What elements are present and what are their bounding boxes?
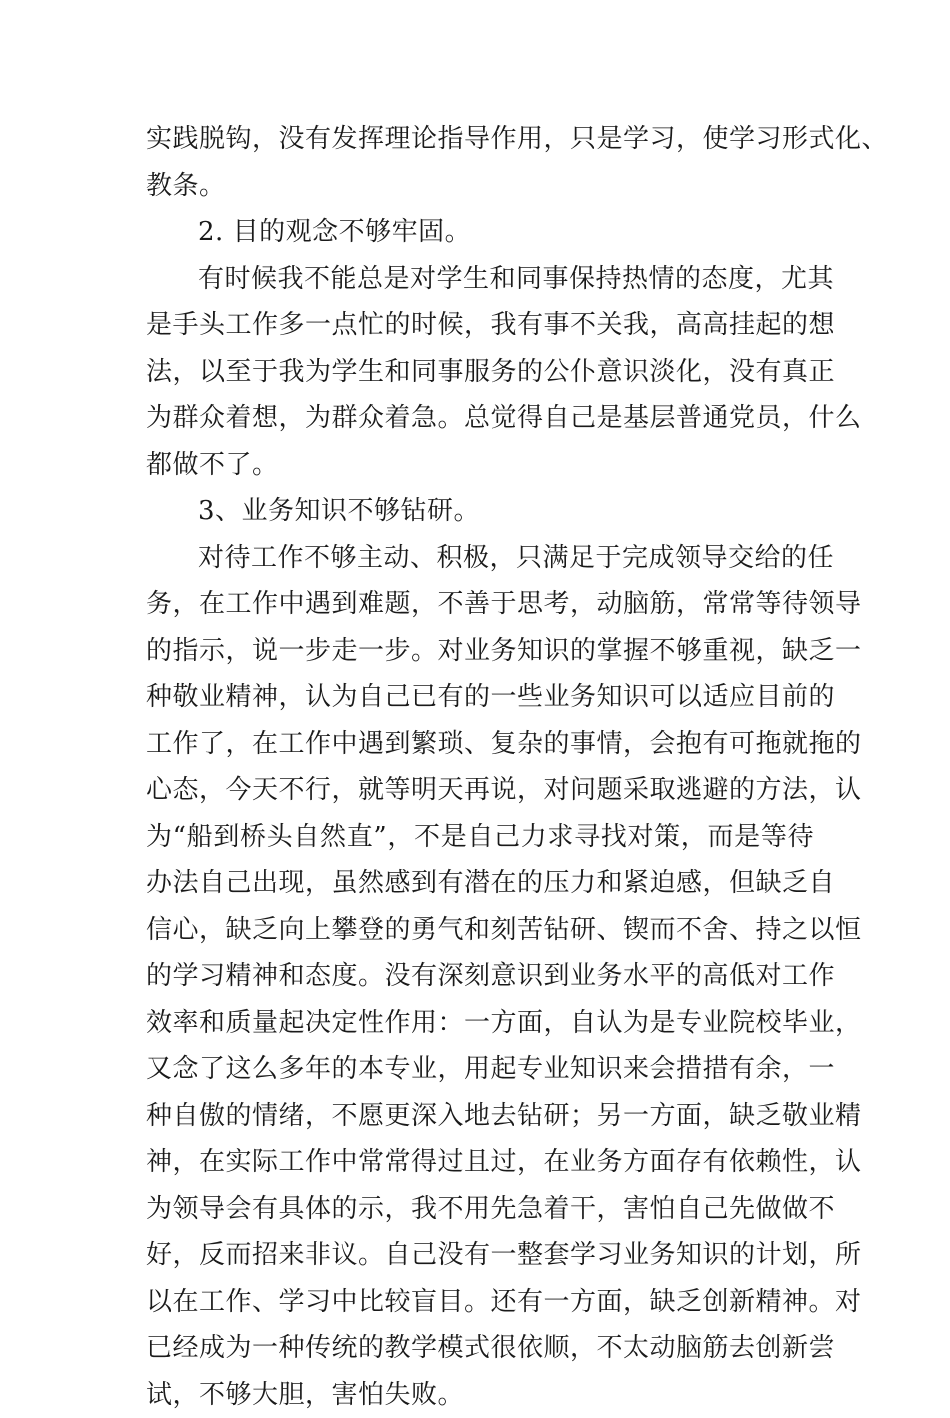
body-line: 办法自己出现，虽然感到有潜在的压力和紧迫感，但缺乏自	[146, 860, 814, 907]
body-line: 教条。	[146, 163, 814, 210]
body-line: 为领导会有具体的示，我不用先急着干，害怕自己先做做不	[146, 1186, 814, 1233]
body-line: 工作了，在工作中遇到繁琐、复杂的事情，会抱有可拖就拖的	[146, 721, 814, 768]
body-line: 是手头工作多一点忙的时候，我有事不关我，高高挂起的想	[146, 302, 814, 349]
body-line: 神，在实际工作中常常得过且过，在业务方面存有依赖性，认	[146, 1139, 814, 1186]
body-line: 实践脱钩，没有发挥理论指导作用，只是学习，使学习形式化、	[146, 116, 814, 163]
body-line: 的学习精神和态度。没有深刻意识到业务水平的高低对工作	[146, 953, 814, 1000]
body-line: 又念了这么多年的本专业，用起专业知识来会措措有余，一	[146, 1046, 814, 1093]
body-line: 对待工作不够主动、积极，只满足于完成领导交给的任	[146, 535, 814, 582]
body-line: 有时候我不能总是对学生和同事保持热情的态度，尤其	[146, 256, 814, 303]
section-heading: 2. 目的观念不够牢固。	[146, 209, 814, 256]
body-line: 效率和质量起决定性作用：一方面，自认为是专业院校毕业，	[146, 1000, 814, 1047]
body-line: 的指示，说一步走一步。对业务知识的掌握不够重视，缺乏一	[146, 628, 814, 675]
body-line: 务，在工作中遇到难题，不善于思考，动脑筋，常常等待领导	[146, 581, 814, 628]
body-line: 种自傲的情绪，不愿更深入地去钻研；另一方面，缺乏敬业精	[146, 1093, 814, 1140]
section-heading: 3、业务知识不够钻研。	[146, 488, 814, 535]
body-line: 试，不够大胆，害怕失败。	[146, 1372, 814, 1418]
body-line: 为群众着想，为群众着急。总觉得自己是基层普通党员，什么	[146, 395, 814, 442]
document-page	[146, 116, 814, 1418]
body-line: 种敬业精神，认为自己已有的一些业务知识可以适应目前的	[146, 674, 814, 721]
body-line: 好，反而招来非议。自己没有一整套学习业务知识的计划，所	[146, 1232, 814, 1279]
body-line: 为“船到桥头自然直”，不是自己力求寻找对策，而是等待	[146, 814, 814, 861]
body-line: 都做不了。	[146, 442, 814, 489]
body-line: 已经成为一种传统的教学模式很依顺，不太动脑筋去创新尝	[146, 1325, 814, 1372]
body-line: 以在工作、学习中比较盲目。还有一方面，缺乏创新精神。对	[146, 1279, 814, 1326]
body-line: 心态，今天不行，就等明天再说，对问题采取逃避的方法，认	[146, 767, 814, 814]
body-line: 法，以至于我为学生和同事服务的公仆意识淡化，没有真正	[146, 349, 814, 396]
body-line: 信心，缺乏向上攀登的勇气和刻苦钻研、锲而不舍、持之以恒	[146, 907, 814, 954]
